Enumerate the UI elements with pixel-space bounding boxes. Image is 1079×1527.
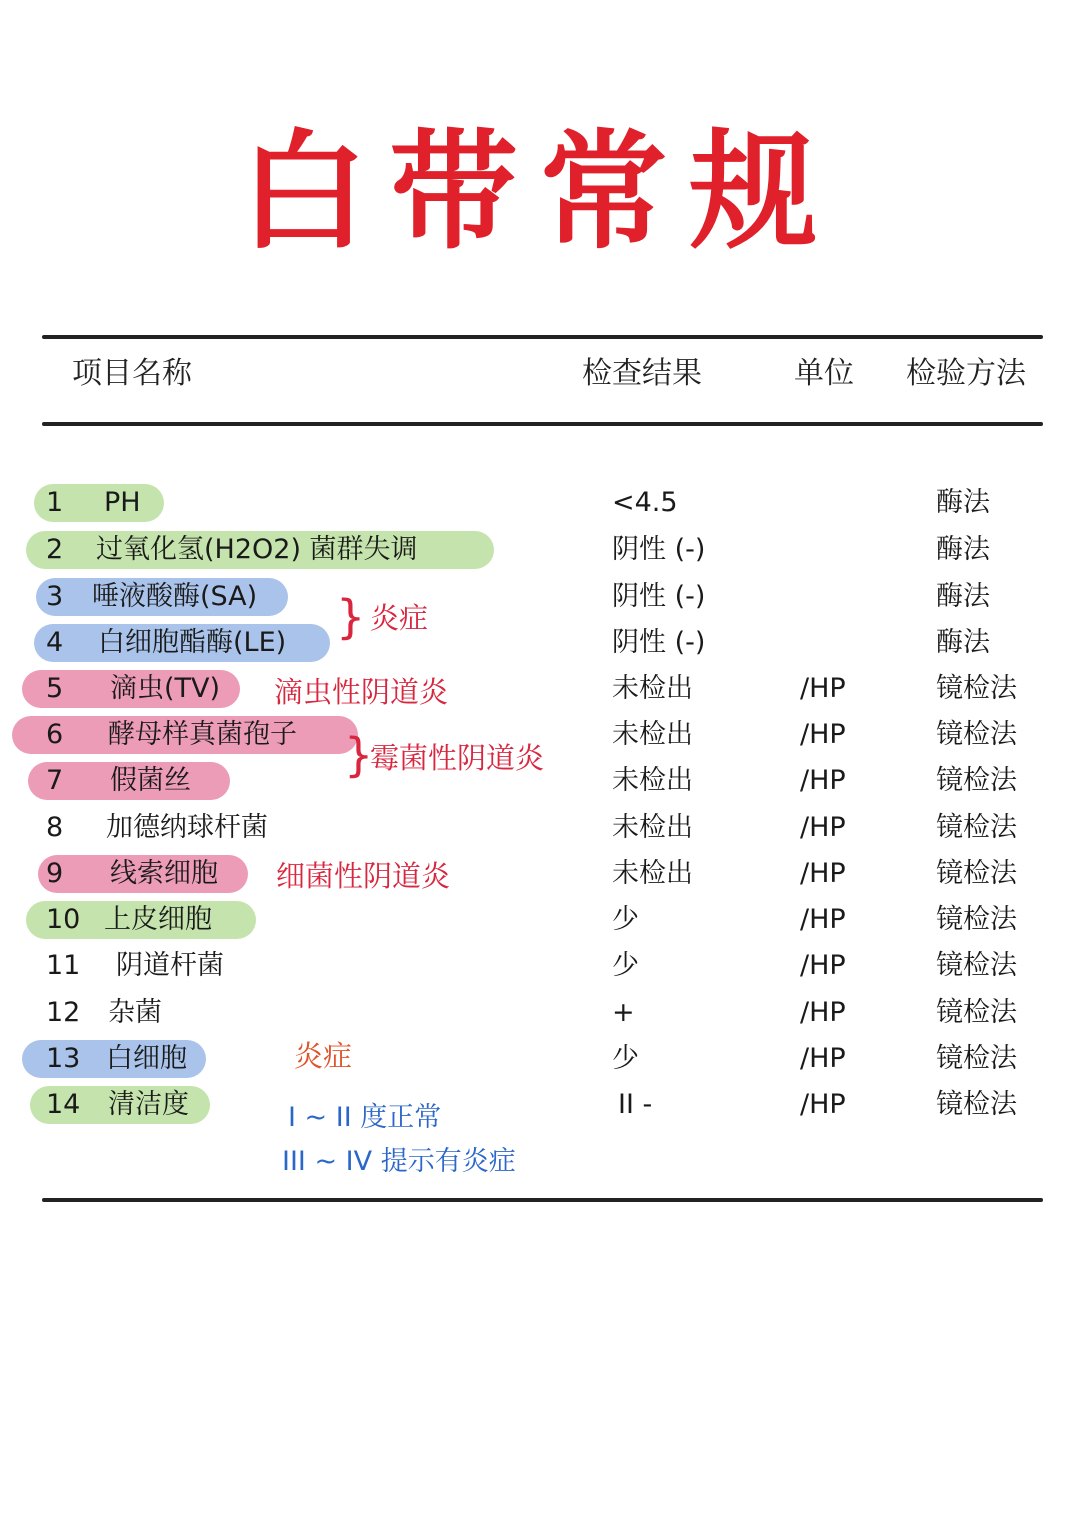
row-method: 酶法 bbox=[936, 627, 990, 658]
row-number: 6 bbox=[46, 719, 64, 750]
row-method: 镜检法 bbox=[936, 950, 1017, 981]
row-result: 未检出 bbox=[612, 719, 693, 750]
row-item-name: 假菌丝 bbox=[110, 765, 191, 796]
table-row bbox=[0, 620, 1079, 666]
row-number: 9 bbox=[46, 858, 64, 889]
row-item-name: 加德纳球杆菌 bbox=[106, 812, 268, 843]
row-unit: /HP bbox=[800, 812, 846, 843]
row-unit: /HP bbox=[800, 1043, 846, 1074]
row-result: 未检出 bbox=[612, 858, 693, 889]
row-result: <4.5 bbox=[612, 487, 678, 518]
row-item-name: 白细胞酯酶(LE) bbox=[98, 627, 287, 658]
note-bacterial-vaginitis: 细菌性阴道炎 bbox=[276, 859, 451, 893]
row-result: 阴性 (-) bbox=[612, 627, 706, 658]
row-item-name: 白细胞 bbox=[106, 1043, 187, 1074]
row-method: 镜检法 bbox=[936, 904, 1017, 935]
table-row bbox=[0, 1082, 1079, 1128]
table-row bbox=[0, 1036, 1079, 1082]
brace-inflammation: } bbox=[336, 590, 366, 644]
table-row bbox=[0, 527, 1079, 573]
row-unit: /HP bbox=[800, 1089, 846, 1120]
row-item-name: 上皮细胞 bbox=[104, 904, 212, 935]
brace-fungal: } bbox=[344, 728, 374, 782]
row-result: 少 bbox=[612, 950, 639, 981]
table-row bbox=[0, 990, 1079, 1036]
row-number: 12 bbox=[46, 997, 81, 1028]
row-number: 5 bbox=[46, 673, 64, 704]
row-method: 镜检法 bbox=[936, 812, 1017, 843]
row-result: + bbox=[612, 997, 635, 1028]
row-unit: /HP bbox=[800, 997, 846, 1028]
row-unit: /HP bbox=[800, 765, 846, 796]
bottom-rule bbox=[42, 1198, 1043, 1202]
row-item-name: 过氧化氢(H2O2) 菌群失调 bbox=[96, 534, 418, 565]
row-result: 未检出 bbox=[612, 765, 693, 796]
row-result: 阴性 (-) bbox=[612, 581, 706, 612]
row-method: 酶法 bbox=[936, 581, 990, 612]
row-method: 镜检法 bbox=[936, 673, 1017, 704]
row-unit: /HP bbox=[800, 950, 846, 981]
header-method: 检验方法 bbox=[906, 356, 1026, 391]
row-number: 11 bbox=[46, 950, 81, 981]
note-inflammation-wbc: 炎症 bbox=[294, 1039, 353, 1073]
row-result: 少 bbox=[612, 904, 639, 935]
row-result: 未检出 bbox=[612, 812, 693, 843]
row-method: 镜检法 bbox=[936, 719, 1017, 750]
header-item-name: 项目名称 bbox=[72, 356, 192, 391]
page-title: 白带常规 bbox=[239, 118, 840, 267]
note-cleanliness-abnormal: III ~ IV 提示有炎症 bbox=[282, 1146, 516, 1177]
row-item-name: 阴道杆菌 bbox=[116, 950, 224, 981]
table-row bbox=[0, 851, 1079, 897]
row-item-name: PH bbox=[104, 487, 141, 518]
row-method: 酶法 bbox=[936, 487, 990, 518]
row-item-name: 线索细胞 bbox=[110, 858, 218, 889]
row-method: 镜检法 bbox=[936, 1089, 1017, 1120]
row-item-name: 酵母样真菌孢子 bbox=[108, 719, 297, 750]
row-result: 未检出 bbox=[612, 673, 693, 704]
note-inflammation: 炎症 bbox=[370, 601, 429, 635]
row-number: 10 bbox=[46, 904, 81, 935]
row-item-name: 滴虫(TV) bbox=[110, 673, 221, 704]
row-method: 镜检法 bbox=[936, 1043, 1017, 1074]
table-row bbox=[0, 805, 1079, 851]
row-method: 镜检法 bbox=[936, 858, 1017, 889]
row-result: 少 bbox=[612, 1043, 639, 1074]
row-number: 13 bbox=[46, 1043, 81, 1074]
table-row bbox=[0, 480, 1079, 526]
table-row bbox=[0, 943, 1079, 989]
note-fungal-vaginitis: 霉菌性阴道炎 bbox=[370, 741, 545, 775]
row-item-name: 唾液酸酶(SA) bbox=[92, 581, 258, 612]
table-row bbox=[0, 574, 1079, 620]
row-number: 7 bbox=[46, 765, 64, 796]
row-number: 14 bbox=[46, 1089, 81, 1120]
row-unit: /HP bbox=[800, 858, 846, 889]
top-rule bbox=[42, 335, 1043, 339]
row-item-name: 杂菌 bbox=[108, 997, 162, 1028]
row-method: 酶法 bbox=[936, 534, 990, 565]
row-method: 镜检法 bbox=[936, 765, 1017, 796]
row-unit: /HP bbox=[800, 719, 846, 750]
table-row bbox=[0, 666, 1079, 712]
row-method: 镜检法 bbox=[936, 997, 1017, 1028]
row-number: 8 bbox=[46, 812, 64, 843]
row-unit: /HP bbox=[800, 904, 846, 935]
row-number: 1 bbox=[46, 487, 64, 518]
row-number: 3 bbox=[46, 581, 64, 612]
row-item-name: 清洁度 bbox=[108, 1089, 189, 1120]
note-cleanliness-normal: I ~ II 度正常 bbox=[288, 1102, 442, 1133]
header-unit: 单位 bbox=[794, 356, 854, 391]
row-result: 阴性 (-) bbox=[612, 534, 706, 565]
header-result: 检查结果 bbox=[582, 356, 702, 391]
row-number: 2 bbox=[46, 534, 64, 565]
row-unit: /HP bbox=[800, 673, 846, 704]
row-result: II - bbox=[618, 1089, 653, 1120]
header-rule bbox=[42, 422, 1043, 426]
table-row bbox=[0, 897, 1079, 943]
note-trichomonas-vaginitis: 滴虫性阴道炎 bbox=[274, 675, 449, 709]
row-number: 4 bbox=[46, 627, 64, 658]
